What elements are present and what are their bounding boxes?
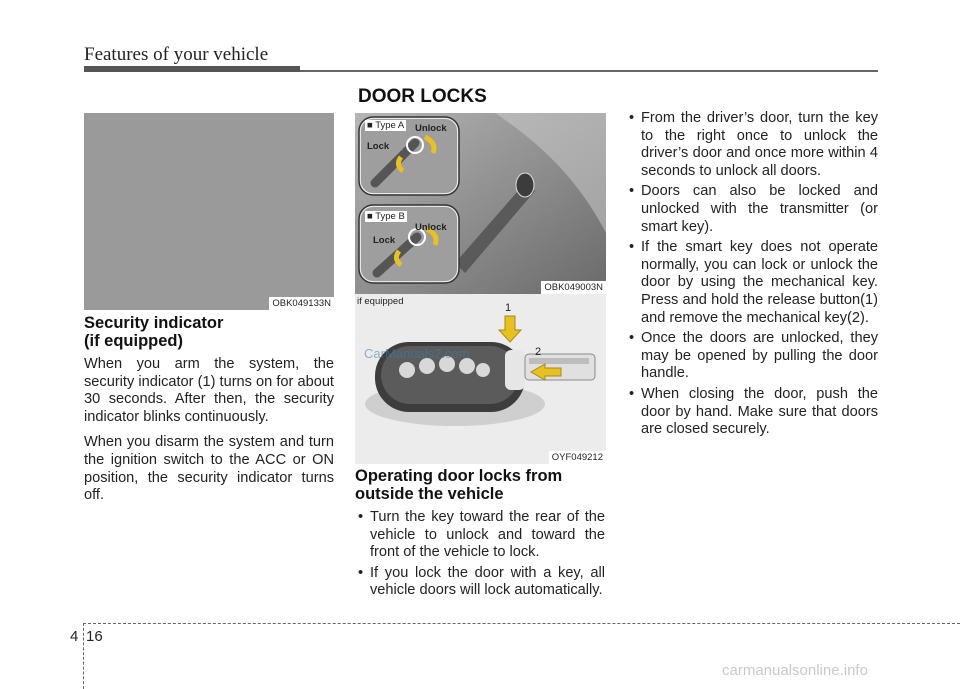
bullet-item: • Doors can also be locked and unlocked with the transmitter (or smart key).: [626, 183, 878, 236]
image-code: OYF049212: [549, 451, 606, 464]
heading-line-2: outside the vehicle: [355, 485, 504, 503]
watermark-top: CarManuals2.com: [364, 346, 470, 361]
header-rule-thin: [300, 70, 878, 72]
unlock-label-a: Unlock: [415, 123, 447, 134]
middle-column: [355, 467, 605, 603]
heading-line-1: Operating door locks from: [355, 467, 563, 485]
bullet-list: [355, 509, 605, 600]
heading-line-2: (if equipped): [84, 332, 183, 350]
security-indicator-image: [84, 113, 334, 310]
paragraph: When you disarm the system and turn the ignition switch to the ACC or ON position, the security indicator turns off.: [84, 434, 334, 504]
callout-2: 2: [535, 346, 542, 358]
bullet-item: • From the driver’s door, turn the key to the right once to unlock the driver’s door and once more within 4 seconds to unlock all doors.: [626, 110, 878, 180]
section-number: 4: [70, 628, 79, 645]
watermark-bottom: carmanualsonline.info: [722, 662, 868, 679]
heading-line-1: Security indicator: [84, 314, 224, 332]
type-b-label: ■ Type B: [367, 211, 405, 222]
if-equipped-caption: if equipped: [357, 296, 404, 307]
lock-label-b: Lock: [373, 235, 396, 246]
bullet-item: • Turn the key toward the rear of the vehicle to unlock and toward the front of the vehicle to lock.: [355, 509, 605, 562]
footer-rule: [83, 623, 960, 624]
section-title: DOOR LOCKS: [358, 86, 487, 107]
security-indicator-heading: [84, 314, 334, 350]
header-rule-thick: [84, 66, 300, 72]
left-column: [84, 314, 334, 513]
bullet-list: [626, 110, 878, 439]
smart-key-image: [355, 294, 606, 464]
image-code: OBK049003N: [541, 281, 606, 294]
footer-divider: [83, 623, 84, 689]
lock-label-a: Lock: [367, 141, 390, 152]
door-lock-illustration: [355, 113, 606, 294]
image-code: OBK049133N: [269, 297, 334, 310]
smart-key-illustration: [355, 294, 606, 464]
page-number: 16: [86, 628, 103, 645]
type-a-label: ■ Type A: [367, 120, 405, 131]
running-header: Features of your vehicle: [84, 44, 269, 65]
operating-door-locks-heading: [355, 467, 605, 503]
bullet-item: • If you lock the door with a key, all vehicle doors will lock automatically.: [355, 565, 605, 600]
callout-1: 1: [505, 302, 512, 314]
bullet-item: • When closing the door, push the door by hand. Make sure that doors are closed securely.: [626, 386, 878, 439]
bullet-item: • Once the doors are unlocked, they may be opened by pulling the door handle.: [626, 330, 878, 383]
paragraph: When you arm the system, the security indicator (1) turns on for about 30 seconds. After then, the security indicator blinks continuously.: [84, 356, 334, 425]
bullet-item: • If the smart key does not operate normally, you can lock or unlock the door by using the mechanical key. Press and hold the release button(1) and remove the mechanical key(2).: [626, 239, 878, 327]
right-column: [626, 110, 878, 442]
door-lock-image: [355, 113, 606, 294]
unlock-label-b: Unlock: [415, 222, 447, 233]
